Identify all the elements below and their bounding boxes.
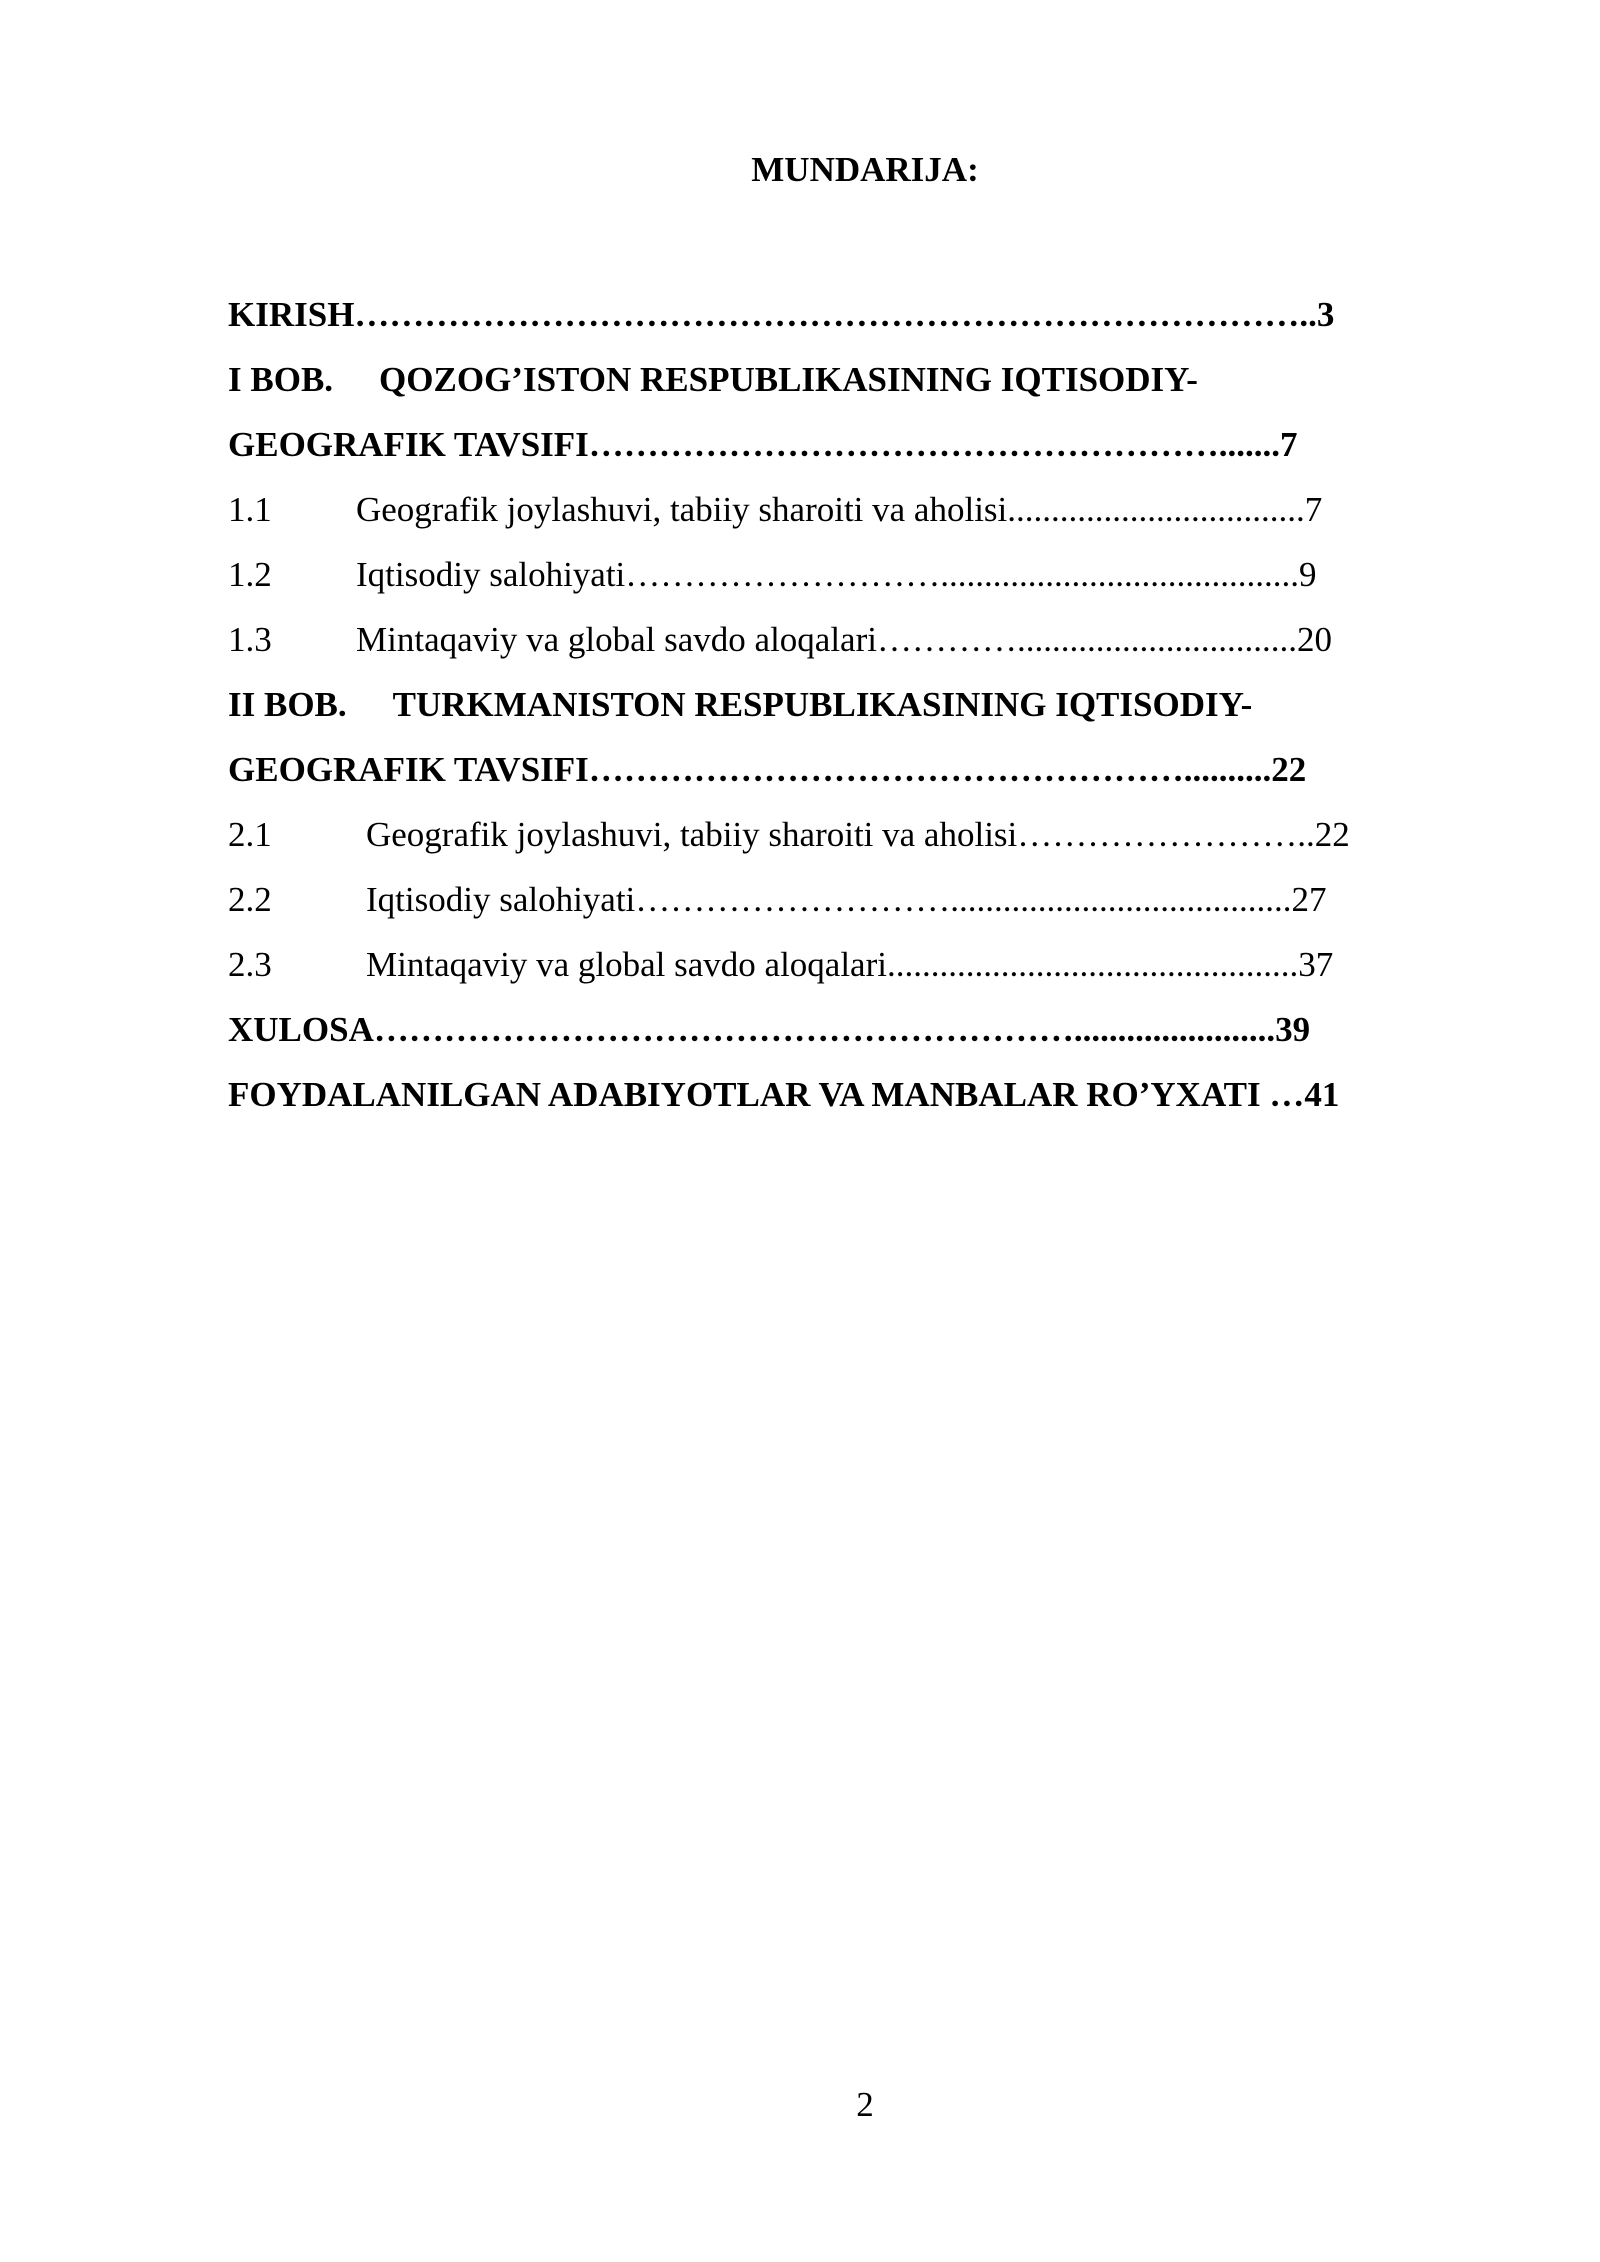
section-text: Mintaqaviy va global savdo aloqalari...............................................37 [366, 945, 1334, 984]
section-number: 1.2 [228, 555, 272, 594]
section-text: Iqtisodiy salohiyati……………………….........................................9 [356, 555, 1317, 594]
chapter-title-continued: GEOGRAFIK TAVSIFI……………………………………………..........22 [228, 750, 1307, 789]
section-number: 1.3 [228, 620, 272, 659]
section-number: 2.2 [228, 880, 272, 919]
toc-chapter-1-heading-cont[interactable] [228, 412, 1458, 477]
toc-chapter-2-heading[interactable] [228, 672, 1458, 737]
page-number: 2 [856, 2085, 874, 2124]
page-title: MUNDARIJA: [751, 150, 979, 189]
toc-entry-text: KIRISH………………………………………………………………………..3 [228, 295, 1335, 334]
toc-entry-text: XULOSA…………………………………………………….......................39 [228, 1010, 1311, 1049]
toc-section-1-1[interactable] [228, 477, 1458, 542]
toc-section-2-2[interactable] [228, 867, 1458, 932]
toc-section-2-1[interactable] [228, 802, 1458, 867]
section-number: 1.1 [228, 490, 272, 529]
toc-section-2-3[interactable] [228, 932, 1458, 997]
section-text: Geografik joylashuvi, tabiiy sharoiti va aholisi……………………..22 [366, 815, 1350, 854]
toc-entry-xulosa[interactable] [228, 997, 1458, 1062]
section-text: Mintaqaviy va global savdo aloqalari…………................................20 [356, 620, 1332, 659]
toc-entry-text: FOYDALANILGAN ADABIYOTLAR VA MANBALAR RO’YXATI …41 [228, 1075, 1340, 1114]
toc-entry-kirish[interactable] [228, 282, 1458, 347]
section-text: Iqtisodiy salohiyati……………………….......................................27 [366, 880, 1327, 919]
section-number: 2.3 [228, 945, 272, 984]
toc-chapter-2-heading-cont[interactable] [228, 737, 1458, 802]
chapter-title: QOZOG’ISTON RESPUBLIKASINING IQTISODIY- [379, 360, 1198, 399]
toc-entry-references[interactable] [228, 1062, 1458, 1127]
toc-section-1-3[interactable] [228, 607, 1458, 672]
chapter-label: I BOB. [228, 360, 334, 399]
toc-chapter-1-heading[interactable] [228, 347, 1458, 412]
chapter-label: II BOB. [228, 685, 347, 724]
toc-section-1-2[interactable] [228, 542, 1458, 607]
chapter-title: TURKMANISTON RESPUBLIKASINING IQTISODIY- [392, 685, 1253, 724]
section-number: 2.1 [228, 815, 272, 854]
chapter-title-continued: GEOGRAFIK TAVSIFI……………………………………………….......7 [228, 425, 1298, 464]
table-of-contents [228, 282, 1458, 1127]
section-text: Geografik joylashuvi, tabiiy sharoiti va aholisi..................................7 [356, 490, 1323, 529]
